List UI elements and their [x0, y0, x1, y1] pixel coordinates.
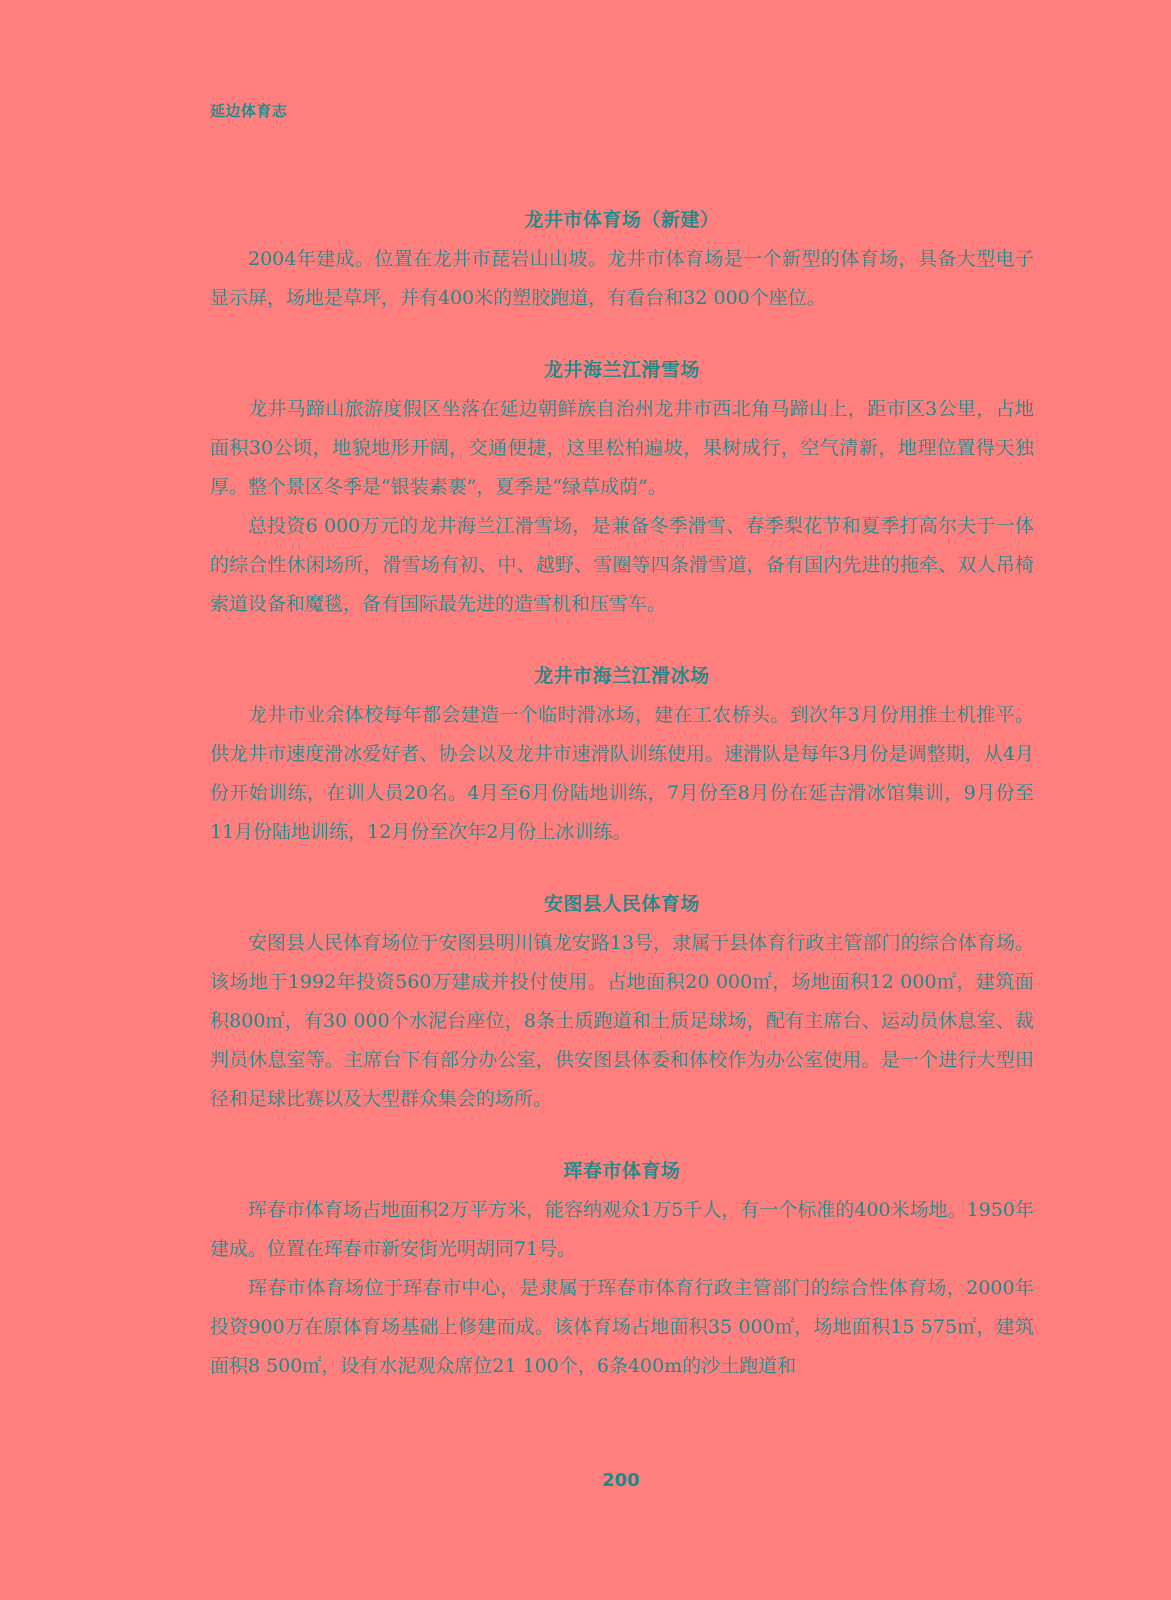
- section-title: 安图县人民体育场: [543, 893, 700, 915]
- running-head: 延边体育志: [210, 102, 288, 120]
- section-title: 龙井海兰江滑雪场: [543, 359, 700, 381]
- section-title: 龙井市海兰江滑冰场: [534, 665, 710, 687]
- page-number: 200: [602, 1470, 640, 1491]
- section-hailanjiang-ski-resort: [210, 354, 1034, 624]
- section-title: 龙井市体育场（新建）: [524, 209, 720, 231]
- paragraph: 总投资6 000万元的龙井海兰江滑雪场，是兼备冬季滑雪、春季梨花节和夏季打高尔夫于一体的综合性休闲场所，滑雪场有初、中、越野、雪圈等四条滑雪道，备有国内先进的拖牵、双人吊椅索道设备和魔毯，备有国际最先进的造雪机和压雪车。: [210, 515, 1034, 615]
- page-body: [210, 204, 1034, 1422]
- section-hunchun-stadium: [210, 1155, 1034, 1386]
- section-hailanjiang-ice-rink: [210, 660, 1034, 852]
- section-antu-stadium: [210, 888, 1034, 1119]
- section-title: 珲春市体育场: [563, 1160, 681, 1182]
- paragraph: 安图县人民体育场位于安图县明川镇龙安路13号，隶属于县体育行政主管部门的综合体育场。该场地于1992年投资560万建成并投付使用。占地面积20 000㎡，场地面积12 000㎡，建筑面积800㎡，有30 000个水泥台座位，8条土质跑道和土质足球场，配有主席台、运动员休息室、裁判员休息室等。主席台下有部分办公室，供安图县体委和体校作为办公室使用。是一个进行大型田径和足球比赛以及大型群众集会的场所。: [210, 932, 1034, 1110]
- paragraph: 龙井马蹄山旅游度假区坐落在延边朝鲜族自治州龙井市西北角马蹄山上，距市区3公里，占地面积30公顷，地貌地形开阔，交通便捷，这里松柏遍坡，果树成行，空气清新，地理位置得天独厚。整个景区冬季是“银装素裹”，夏季是“绿草成荫”。: [210, 398, 1034, 498]
- paragraph: 龙井市业余体校每年都会建造一个临时滑冰场，建在工农桥头。到次年3月份用推土机推平。供龙井市速度滑冰爱好者、协会以及龙井市速滑队训练使用。速滑队是每年3月份是调整期，从4月份开始训练，在训人员20名。4月至6月份陆地训练，7月份至8月份在延吉滑冰馆集训，9月份至11月份陆地训练，12月份至次年2月份上冰训练。: [210, 704, 1034, 843]
- paragraph: 珲春市体育场位于珲春市中心，是隶属于珲春市体育行政主管部门的综合性体育场，2000年投资900万在原体育场基础上修建而成。该体育场占地面积35 000㎡，场地面积15 575㎡，建筑面积8 500㎡，设有水泥观众席位21 100个，6条400m的沙土跑道和: [210, 1277, 1034, 1377]
- section-longjing-stadium: [210, 204, 1034, 318]
- paragraph: 珲春市体育场占地面积2万平方米，能容纳观众1万5千人，有一个标准的400米场地。1950年建成。位置在珲春市新安街光明胡同71号。: [210, 1199, 1034, 1260]
- paragraph: 2004年建成。位置在龙井市琵岩山山坡。龙井市体育场是一个新型的体育场，具备大型电子显示屏，场地是草坪，并有400米的塑胶跑道，有看台和32 000个座位。: [210, 248, 1034, 309]
